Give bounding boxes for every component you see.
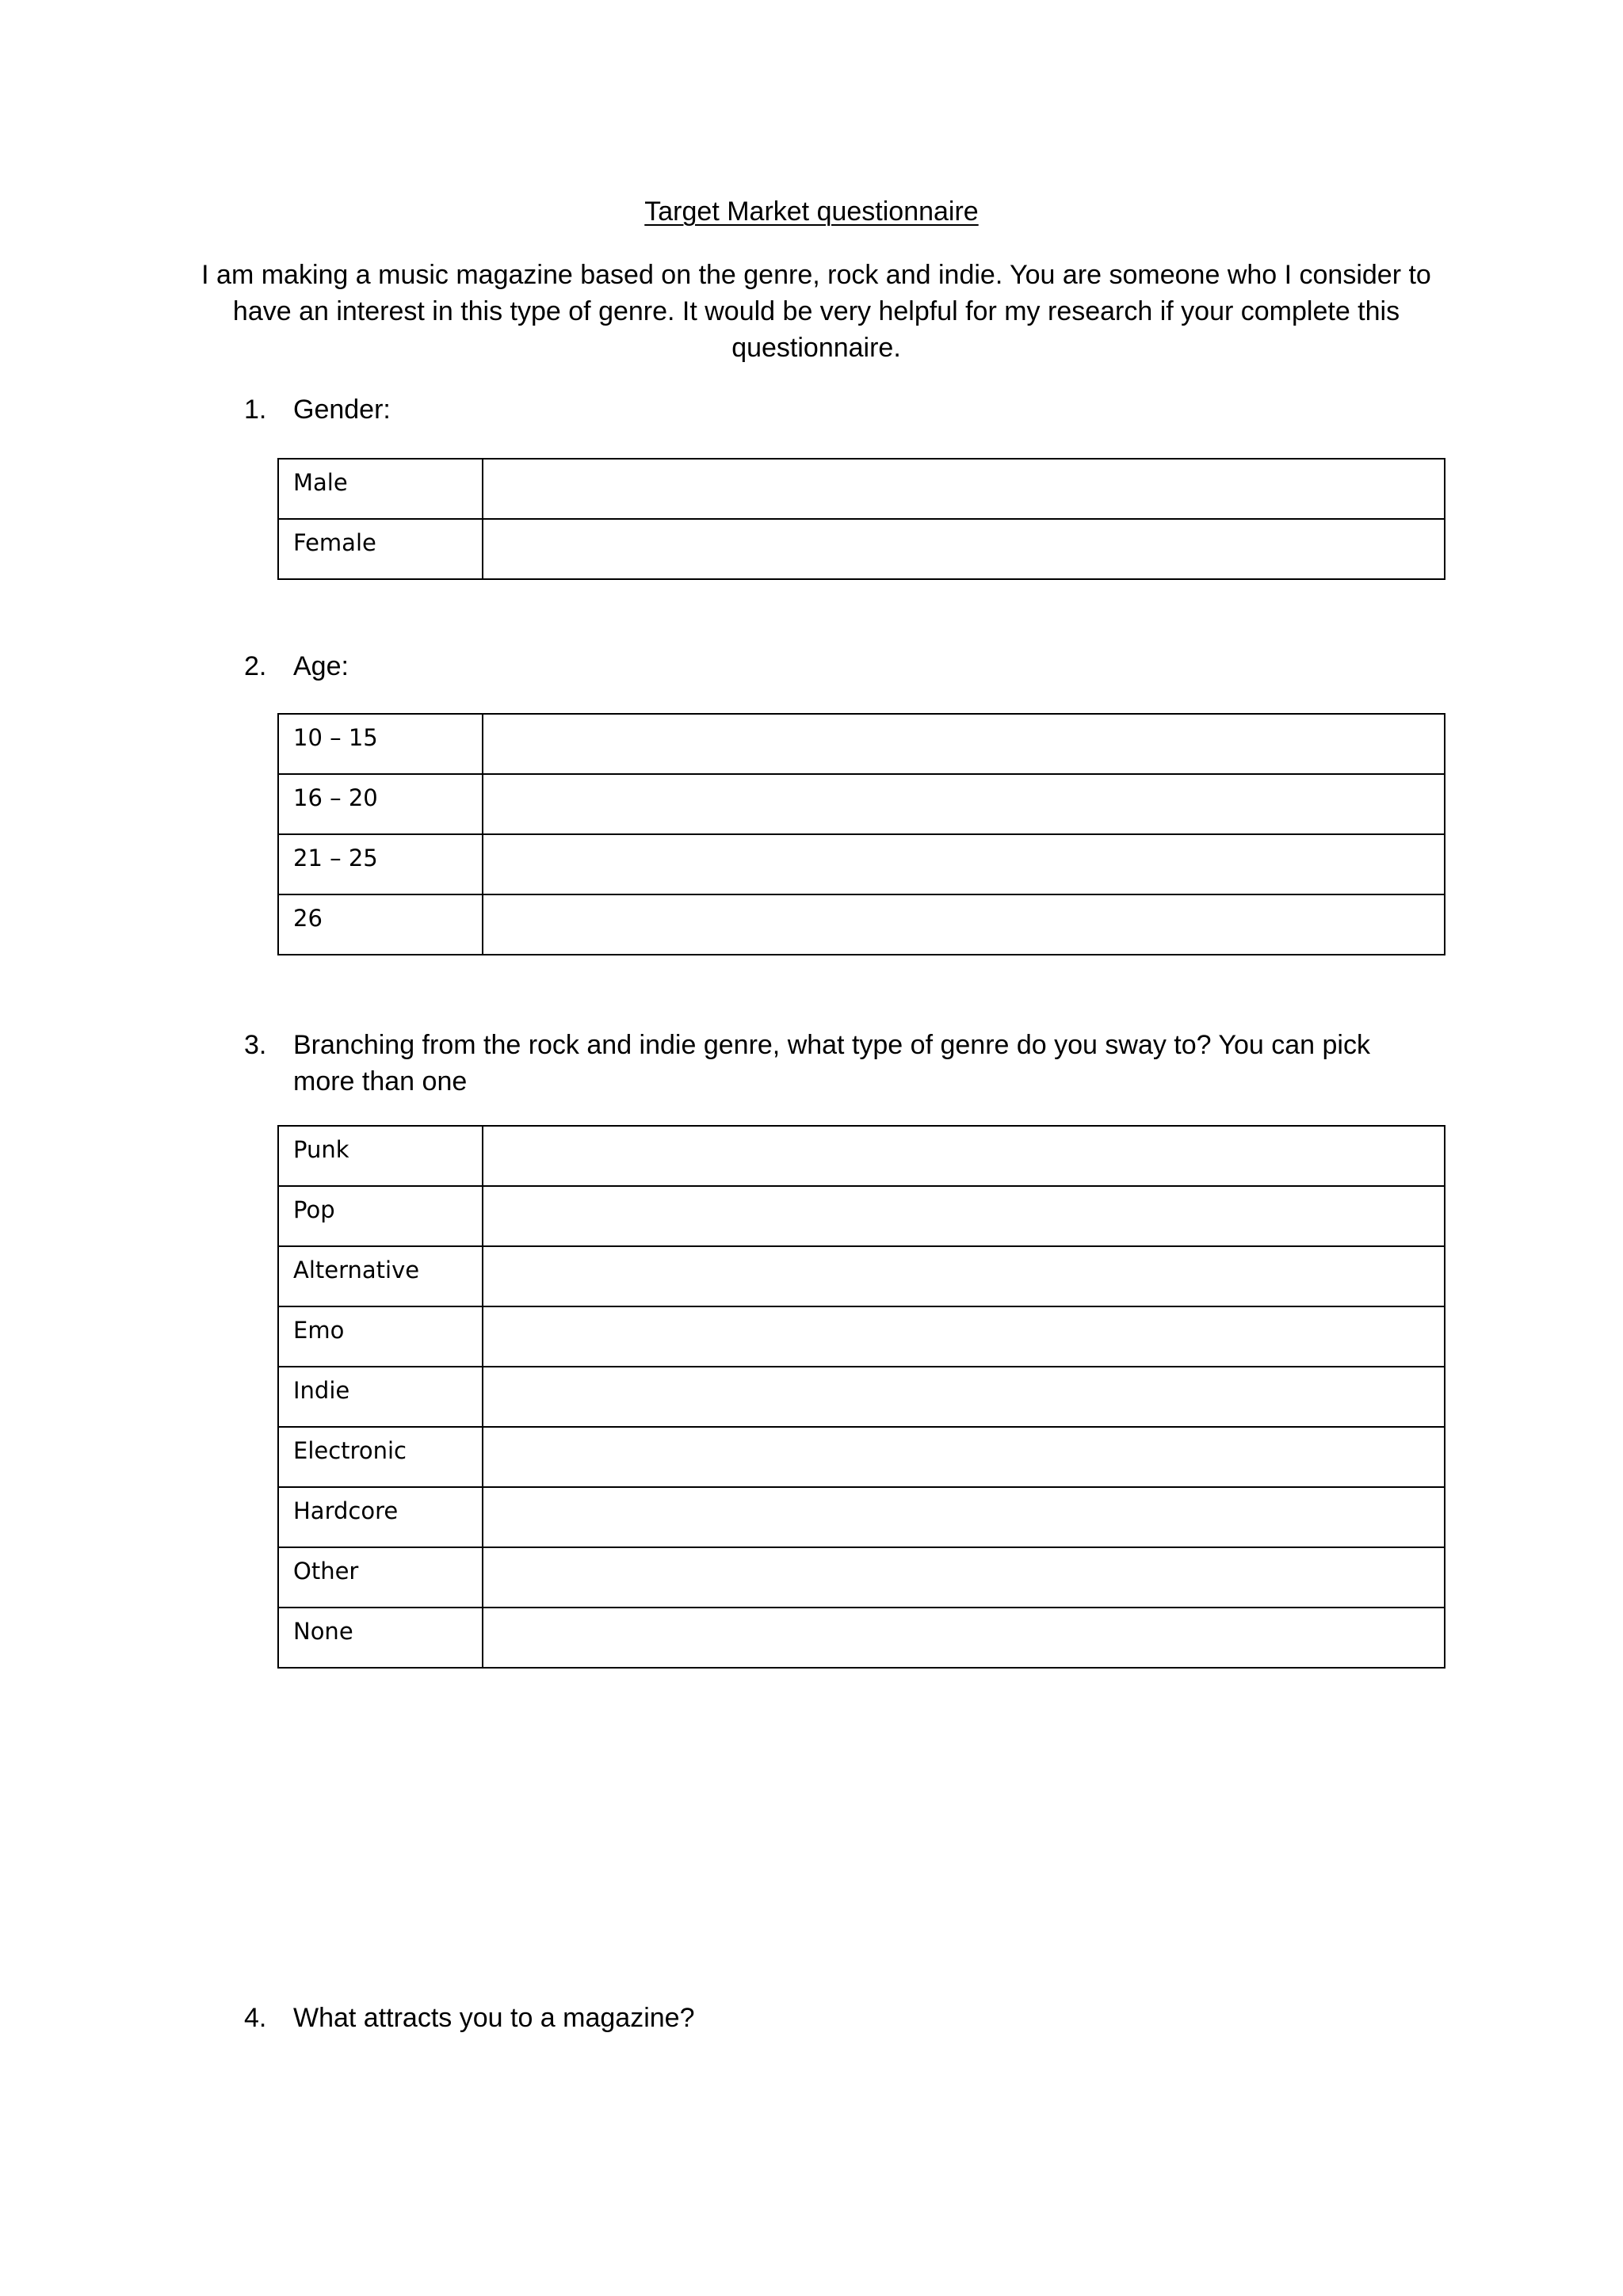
answer-cell[interactable] <box>483 774 1445 834</box>
answer-cell[interactable] <box>483 1427 1445 1487</box>
table-row <box>278 1126 1445 1186</box>
question-text: Age: <box>293 651 349 681</box>
answer-cell[interactable] <box>483 1246 1445 1306</box>
question-genre <box>244 1027 1433 1100</box>
genre-options-table <box>277 1125 1445 1669</box>
table-row <box>278 1367 1445 1427</box>
table-row <box>278 1427 1445 1487</box>
answer-cell[interactable] <box>483 1186 1445 1246</box>
question-text: Branching from the rock and indie genre, what type of genre do you sway to? You can pick more than one <box>293 1030 1370 1097</box>
option-label: Pop <box>278 1186 483 1246</box>
option-label: 10 – 15 <box>278 714 483 774</box>
question-text: Gender: <box>293 395 391 425</box>
question-number: 3. <box>244 1030 267 1060</box>
question-text: What attracts you to a magazine? <box>293 2003 695 2033</box>
table-row <box>278 519 1445 579</box>
option-label: 26 <box>278 894 483 955</box>
table-row <box>278 1547 1445 1608</box>
answer-cell[interactable] <box>483 459 1445 519</box>
table-row <box>278 834 1445 894</box>
question-gender <box>244 391 1433 428</box>
page-title: Target Market questionnaire <box>644 196 979 227</box>
answer-cell[interactable] <box>483 714 1445 774</box>
question-age <box>244 648 1433 685</box>
table-row <box>278 1186 1445 1246</box>
table-row <box>278 1608 1445 1668</box>
age-options-table <box>277 713 1445 955</box>
table-row <box>278 894 1445 955</box>
answer-cell[interactable] <box>483 519 1445 579</box>
answer-cell[interactable] <box>483 1126 1445 1186</box>
option-label: 16 – 20 <box>278 774 483 834</box>
question-number: 2. <box>244 651 267 681</box>
intro-paragraph: I am making a music magazine based on the genre, rock and indie. You are someone who I consider to have an interest in this type of genre. It would be very helpful for my research if your complete this questionnaire. <box>201 260 1431 363</box>
table-row <box>278 459 1445 519</box>
answer-cell[interactable] <box>483 1608 1445 1668</box>
option-label: Hardcore <box>278 1487 483 1547</box>
table-row <box>278 774 1445 834</box>
question-number: 4. <box>244 2003 267 2033</box>
answer-cell[interactable] <box>483 894 1445 955</box>
option-label: 21 – 25 <box>278 834 483 894</box>
option-label: Emo <box>278 1306 483 1367</box>
option-label: None <box>278 1608 483 1668</box>
question-number: 1. <box>244 395 267 425</box>
option-label: Alternative <box>278 1246 483 1306</box>
option-label: Electronic <box>278 1427 483 1487</box>
option-label: Indie <box>278 1367 483 1427</box>
option-label: Punk <box>278 1126 483 1186</box>
table-row <box>278 1306 1445 1367</box>
answer-cell[interactable] <box>483 1306 1445 1367</box>
gender-options-table <box>277 458 1445 580</box>
answer-cell[interactable] <box>483 1547 1445 1608</box>
answer-cell[interactable] <box>483 834 1445 894</box>
option-label: Male <box>278 459 483 519</box>
table-row <box>278 1246 1445 1306</box>
option-label: Female <box>278 519 483 579</box>
table-row <box>278 714 1445 774</box>
table-row <box>278 1487 1445 1547</box>
question-magazine-attraction <box>244 2000 1433 2036</box>
option-label: Other <box>278 1547 483 1608</box>
answer-cell[interactable] <box>483 1367 1445 1427</box>
answer-cell[interactable] <box>483 1487 1445 1547</box>
